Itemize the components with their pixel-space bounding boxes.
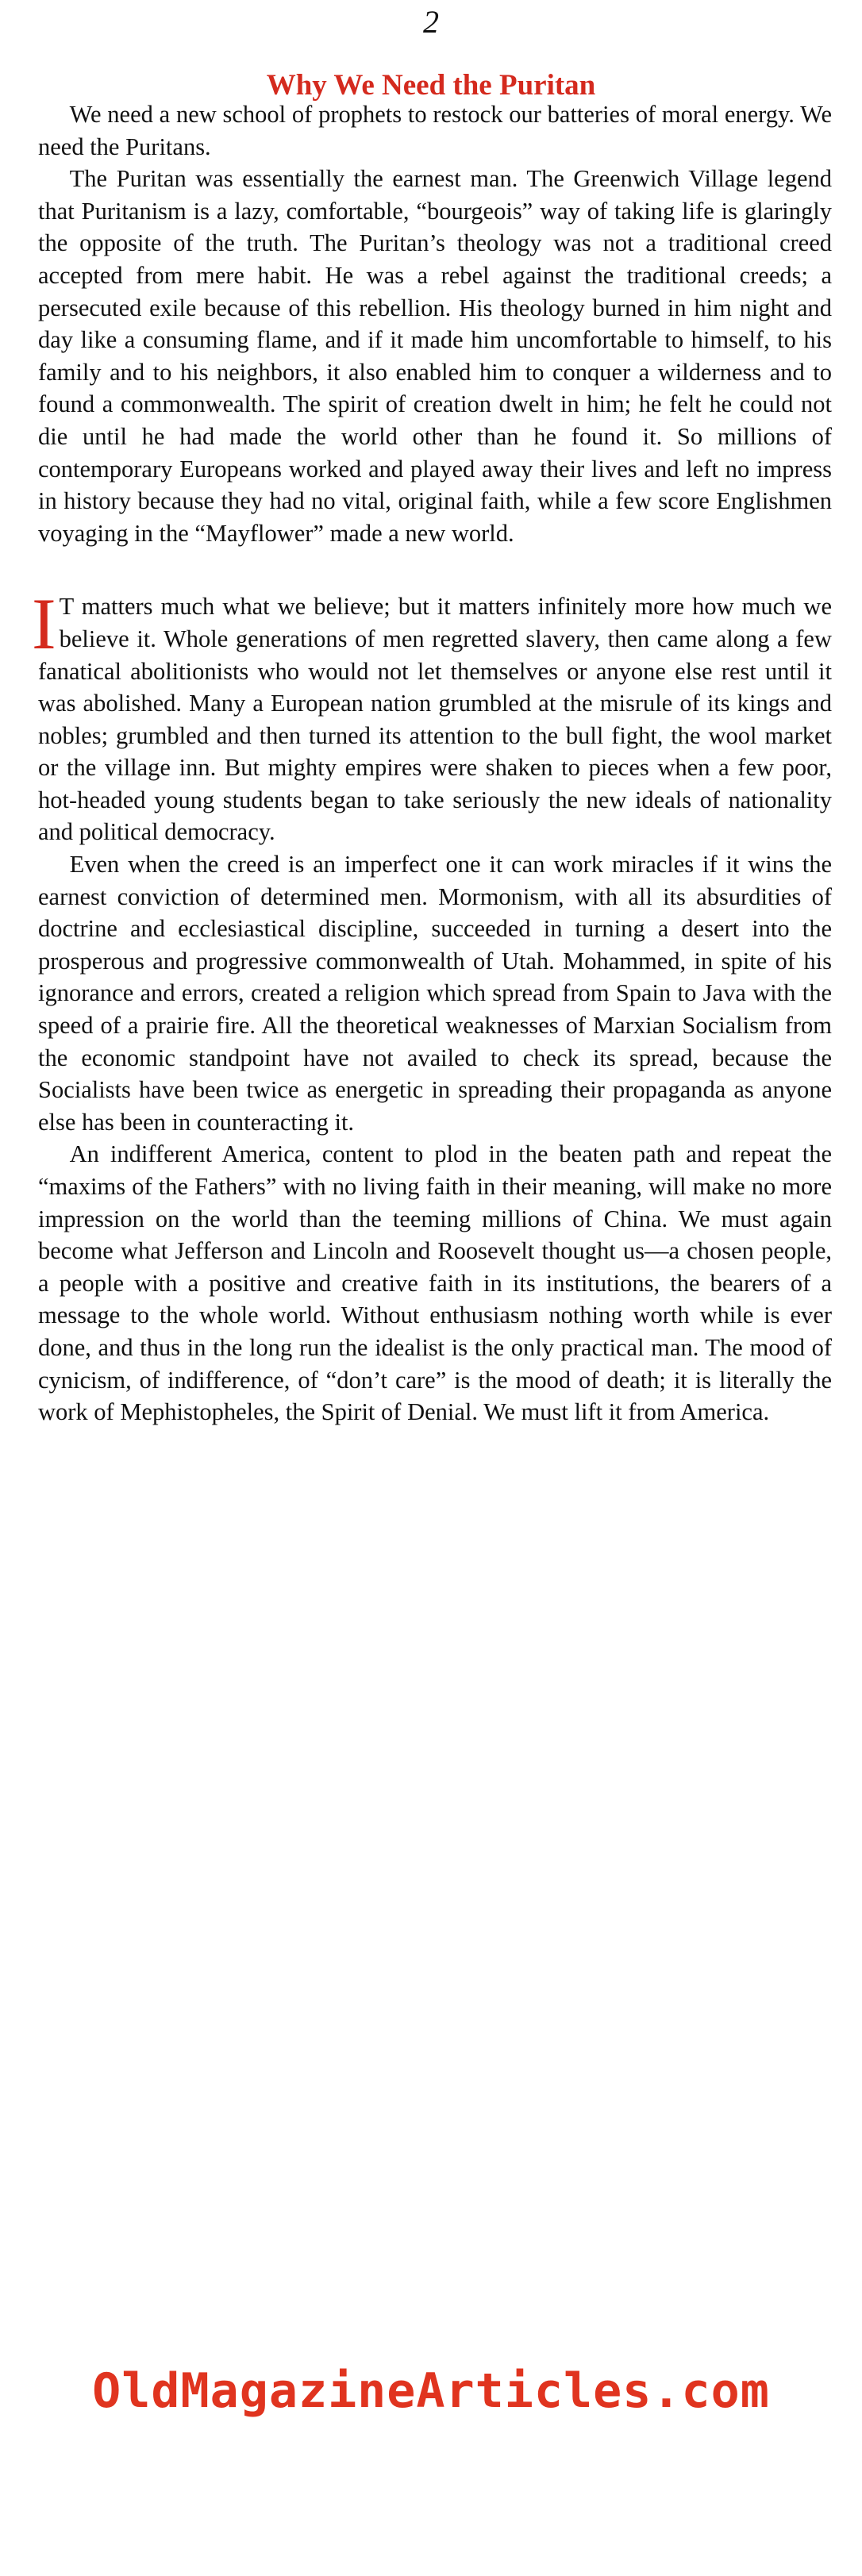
article-paragraph: The Puritan was essentially the earnest man. The Greenwich Village legend that Puritanism is a lazy, comfortable, “bourgeois” way of taking life is glaringly the opposite of the truth. The Puritan’s theology was not a traditional creed accepted from mere habit. He was a rebel against the traditional creeds; a persecuted exile because of this rebellion. His theology burned in him night and day like a consuming flame, and if it made him uncomfortable to himself, to his family and to his neighbors, it also enabled him to conquer a wilderness and to found a commonwealth. The spirit of creation dwelt in him; he felt he could not die until he had made the world other than he found it. So millions of contemporary Europeans worked and played away their lives and left no impress in history because they had no vital, original faith, while a few score Englishmen voyaging in the “Mayflower” made a new world. (38, 165, 832, 547)
dropcap-paragraph (32, 583, 832, 848)
article-title: Why We Need the Puritan (266, 68, 596, 102)
article-paragraph: We need a new school of prophets to restock our batteries of moral energy. We need the Puritans. (38, 101, 832, 160)
article-body (32, 98, 832, 1428)
article-paragraph: An indifferent America, content to plod in the beaten path and repeat the “maxims of the Fathers” with no living faith in their meaning, will make no more impression on the world than the teeming millions of China. We must again become what Jefferson and Lincoln and Roosevelt thought us—a chosen people, a people with a positive and creative faith in its institutions, the bearers of a message to the whole world. Without enthusiasm nothing worth while is ever done, and thus in the long run the idealist is the only practical man. The mood of cynicism, of indifference, of “don’t care” is the mood of death; it is literally the work of Mephistopheles, the Spirit of Denial. We must lift it from America. (38, 1140, 832, 1426)
page-number: 2 (423, 4, 439, 40)
dropcap-letter: I (32, 583, 56, 665)
site-watermark-link[interactable]: OldMagazineArticles.com (92, 2363, 770, 2419)
dropcap-paragraph-text: T matters much what we believe; but it matters infinitely more how much we believe it. Whole generations of men regretted slavery, then came along a few fanatical abolitionists who would not let themselves or anyone else rest until it was abolished. Many a European nation grumbled at the misrule of its kings and nobles; grumbled and then turned its attention to the bull fight, the wool market or the village inn. But mighty empires were shaken to pieces when a few poor, hot-headed young students began to take seriously the new ideals of nationality and political democracy. (38, 593, 832, 846)
section-divider (38, 549, 832, 590)
article-paragraph: Even when the creed is an imperfect one it can work miracles if it wins the earnest conviction of determined men. Mormonism, with all its absurdities of doctrine and ecclesiastical discipline, succeeded in turning a desert into the prosperous and progressive commonwealth of Utah. Mohammed, in spite of his ignorance and errors, created a religion which spread from Spain to Java with the speed of a prairie fire. All the theoretical weaknesses of Marxian Socialism from the economic standpoint have not availed to check its spread, because the Socialists have been twice as energetic in spreading their propaganda as anyone else has been in counteracting it. (38, 851, 832, 1136)
